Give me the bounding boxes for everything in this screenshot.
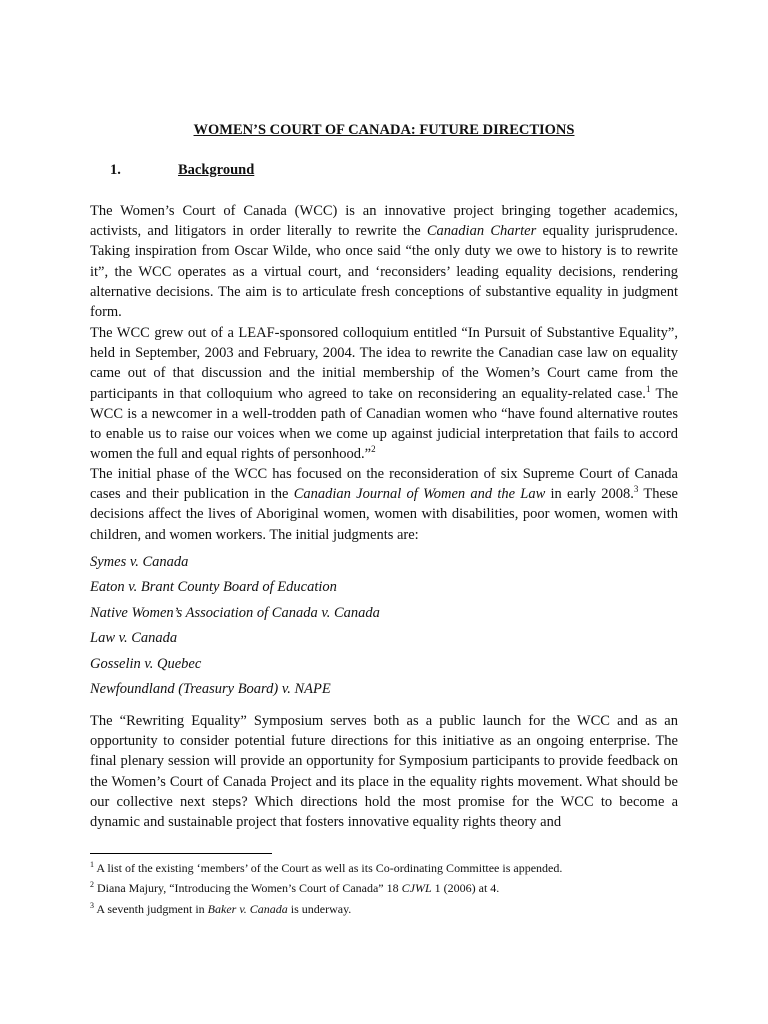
- section-heading: [90, 161, 254, 179]
- footnote-2: [90, 880, 499, 896]
- footnote-ref-3: 3: [633, 484, 639, 495]
- p3-text-c: in early 2008.: [545, 486, 634, 503]
- case-item: Native Women’s Association of Canada v. Canada: [90, 605, 380, 621]
- p1-text-a: The Women’s Court of Canada (WCC) is an innovative project bringing together academics, activists, and litigators in order literally to rewrite the: [90, 203, 678, 240]
- case-item: Symes v. Canada: [90, 554, 189, 570]
- footnote-mark-2: 2: [90, 880, 94, 889]
- footnote-mark-1: 1: [90, 860, 94, 869]
- section-number: 1.: [110, 162, 121, 178]
- p3-text-a: The initial phase of the WCC has focused on the reconsideration of six Supreme Court of Canada cases and their publication in the: [90, 466, 678, 503]
- footnote-3-italic: Baker v. Canada: [207, 902, 288, 916]
- paragraph-4: The “Rewriting Equality” Symposium serves both as a public launch for the WCC and as an opportunity to consider potential future directions for this initiative as an ongoing enterprise. The final plenary session will provide an opportunity for Symposium participants to provide feedback on the Women’s Court of Canada Project and its place in the equality rights movement. What should be our collective next steps? Which directions hold the most promise for the WCC to become a dynamic and sustainable project that fosters innovative equality rights theory and: [90, 713, 678, 831]
- p3-text-d: These decisions affect the lives of Aboriginal women, women with disabilities, poor women, women with children, and women workers. The initial judgments are:: [90, 486, 678, 543]
- case-item: Newfoundland (Treasury Board) v. NAPE: [90, 681, 331, 697]
- footnote-3: [90, 901, 351, 917]
- case-item: Law v. Canada: [90, 630, 178, 646]
- p2-text-b: The WCC is a newcomer in a well-trodden path of Canadian women who “have found alternative routes to enable us to raise our voices when we come up against judicial interpretation that fails to accord women the full and equal rights of personhood.”: [90, 385, 679, 463]
- case-item: Gosselin v. Quebec: [90, 656, 202, 672]
- footnote-3-text-a: A seventh judgment in: [94, 902, 208, 916]
- footnote-1-text: A list of the existing ‘members’ of the Court as well as its Co-ordinating Committee is appended.: [94, 861, 563, 875]
- footnote-mark-3: 3: [90, 901, 94, 910]
- footnote-2-text-a: Diana Majury, “Introducing the Women’s Court of Canada” 18: [94, 881, 402, 895]
- p1-text-c: equality jurisprudence. Taking inspiration from Oscar Wilde, who once said “the only duty we owe to history is to rewrite it”, the WCC operates as a virtual court, and ‘reconsiders’ leading equality decisions, rendering alternative decisions. The aim is to articulate fresh conceptions of substantive equality in judgment form.: [90, 223, 678, 321]
- p1-italic-charter: Canadian Charter: [426, 223, 537, 240]
- footnote-divider: [90, 853, 272, 854]
- footnote-2-text-c: 1 (2006) at 4.: [431, 881, 500, 895]
- footnote-1: [90, 860, 562, 876]
- document-title: WOMEN’S COURT OF CANADA: FUTURE DIRECTIONS: [193, 122, 575, 138]
- footnote-2-italic: CJWL: [401, 881, 432, 895]
- footnote-3-text-c: is underway.: [287, 902, 352, 916]
- p3-italic-journal: Canadian Journal of Women and the Law: [293, 486, 546, 503]
- footnote-ref-1: 1: [645, 383, 651, 394]
- p2-text-a: The WCC grew out of a LEAF-sponsored colloquium entitled “In Pursuit of Substantive Equality”, held in September, 2003 and February, 2004. The idea to rewrite the Canadian case law on equality came out of that discussion and the initial membership of the Women’s Court came from the participants in that colloquium who agreed to take on reconsidering an equality-related case.: [90, 325, 678, 402]
- footnote-ref-2: 2: [371, 444, 376, 455]
- paragraph-3: [90, 464, 678, 545]
- section-title: Background: [178, 162, 255, 178]
- case-item: Eaton v. Brant County Board of Education: [90, 579, 337, 595]
- paragraph-1: [90, 201, 678, 322]
- paragraph-2: [90, 323, 678, 464]
